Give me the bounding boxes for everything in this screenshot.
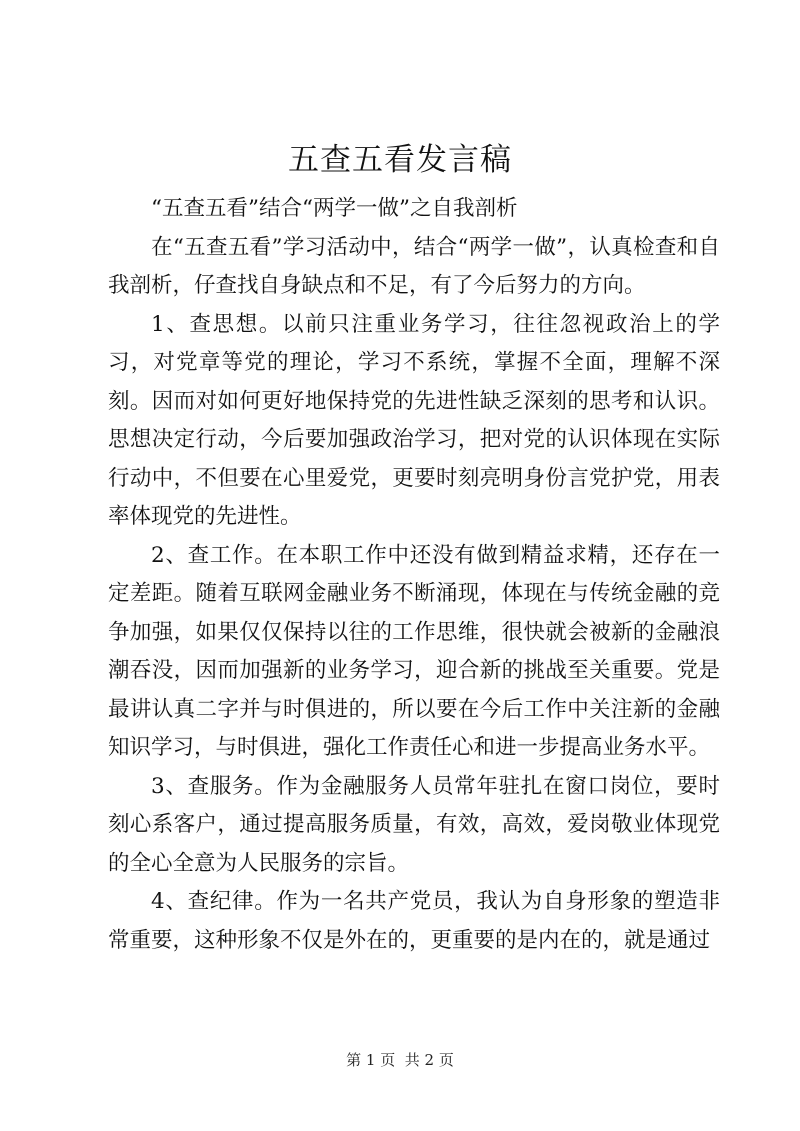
document-body	[108, 190, 720, 960]
intro-paragraph: 在“五查五看”学习活动中，结合“两学一做”，认真检查和自我剖析，仔查找自身缺点和不足，有了今后努力的方向。	[108, 234, 720, 298]
section-work-paragraph: 2、查工作。在本职工作中还没有做到精益求精，还存在一定差距。随着互联网金融业务不断涌现，体现在与传统金融的竞争加强，如果仅仅保持以往的工作思维，很快就会被新的金融浪潮吞没，因而加强新的业务学习，迎合新的挑战至关重要。党是最讲认真二字并与时俱进的，所以要在今后工作中关注新的金融知识学习，与时俱进，强化工作责任心和进一步提高业务水平。	[108, 542, 720, 760]
section-discipline-paragraph: 4、查纪律。作为一名共产党员，我认为自身形象的塑造非常重要，这种形象不仅是外在的，更重要的是内在的，就是通过	[108, 889, 720, 953]
page-total: 共 2 页	[404, 1051, 454, 1069]
section-service-paragraph: 3、查服务。作为金融服务人员常年驻扎在窗口岗位，要时刻心系客户，通过提高服务质量，有效，高效，爱岗敬业体现党的全心全意为人民服务的宗旨。	[108, 773, 720, 876]
page-number: 第 1 页	[346, 1051, 396, 1069]
section-thought-paragraph: 1、查思想。以前只注重业务学习，往往忽视政治上的学习，对党章等党的理论，学习不系统，掌握不全面，理解不深刻。因而对如何更好地保持党的先进性缺乏深刻的思考和认识。思想决定行动，今后要加强政治学习，把对党的认识体现在实际行动中，不但要在心里爱党，更要时刻亮明身份言党护党，用表率体现党的先进性。	[108, 311, 720, 529]
subtitle-paragraph: “五查五看”结合“两学一做”之自我剖析	[151, 196, 518, 221]
page-footer	[0, 1050, 800, 1070]
document-title: 五查五看发言稿	[288, 142, 512, 178]
